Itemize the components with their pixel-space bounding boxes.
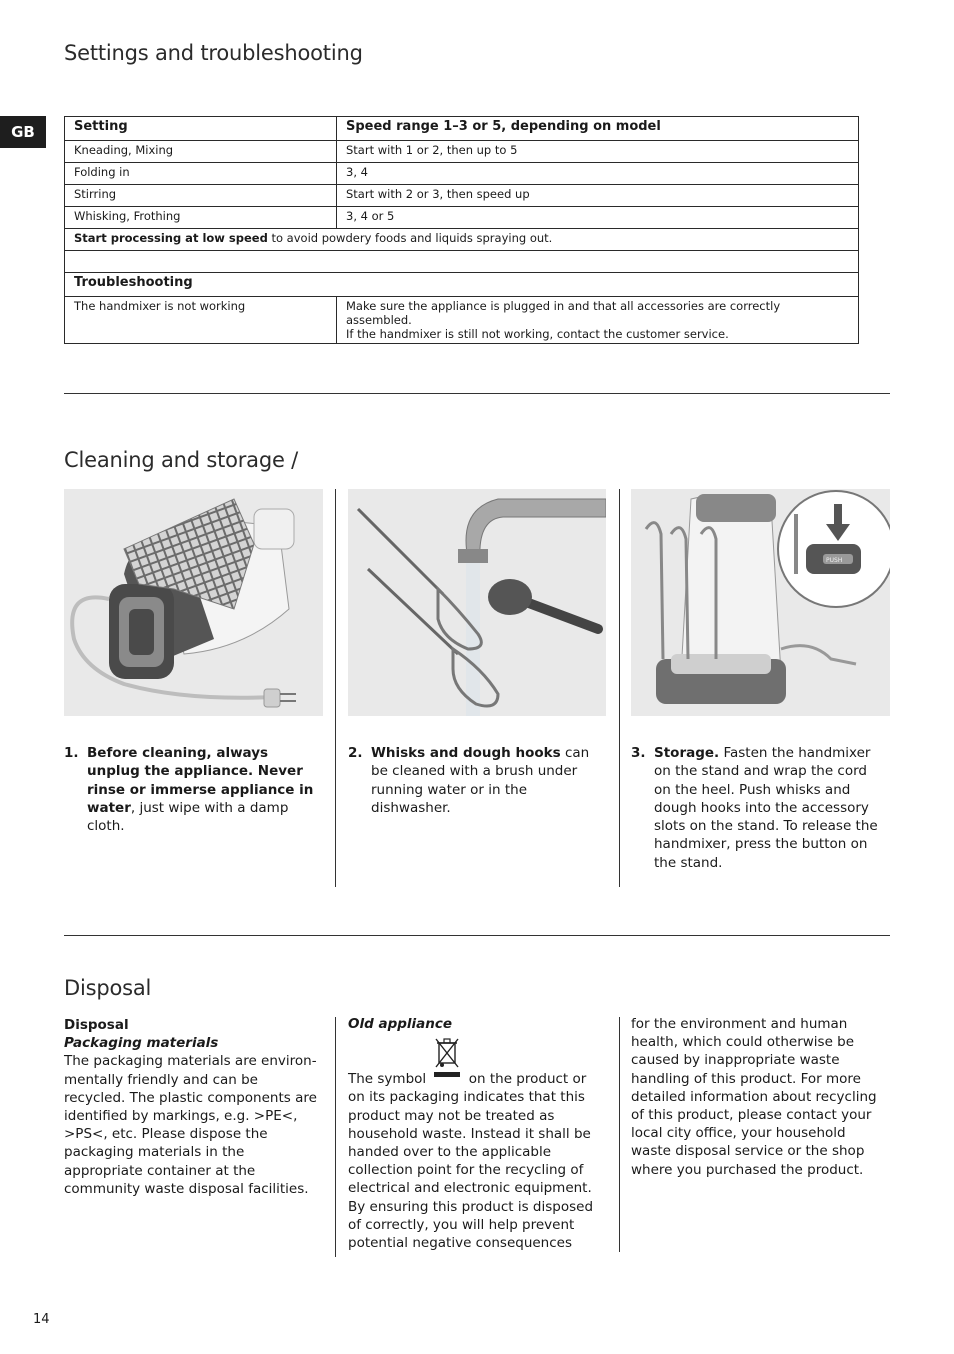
step-number: 2. — [348, 745, 363, 761]
setting-name: Whisking, Frothing — [65, 207, 337, 229]
illustration-whisks-tap — [348, 489, 606, 716]
column-divider — [335, 489, 336, 887]
step-bold: Storage. — [654, 745, 720, 761]
troubleshooting-solution — [337, 297, 859, 344]
settings-note — [65, 229, 859, 251]
step-text: , just wipe with a damp cloth. — [87, 799, 289, 835]
table-row — [65, 163, 859, 185]
disposal-heading: Disposal — [64, 1017, 129, 1033]
setting-name: Stirring — [65, 185, 337, 207]
column-divider — [619, 1017, 620, 1252]
solution-line-1: Make sure the appliance is plugged in and that all accessories are correctly assembled. — [346, 299, 781, 327]
step-bold: Before cleaning, always unplug the appliance. Never rinse or immerse appliance in water — [87, 745, 314, 816]
wheelie-bin-icon — [430, 1069, 464, 1083]
settings-note-row — [65, 229, 859, 251]
settings-header-row — [65, 117, 859, 141]
settings-table — [64, 116, 859, 344]
old-appliance-text — [348, 1069, 606, 1252]
spacer-cell — [65, 251, 859, 273]
setting-name: Kneading, Mixing — [65, 141, 337, 163]
disposal-column-3 — [631, 1015, 889, 1179]
cloth-mixer-drawing — [64, 489, 323, 716]
setting-speed: Start with 2 or 3, then speed up — [337, 185, 859, 207]
symbol-prefix: The symbol — [348, 1071, 427, 1088]
illustration-wipe-cloth — [64, 489, 323, 716]
setting-speed: 3, 4 — [337, 163, 859, 185]
packaging-subheading: Packaging materials — [64, 1035, 219, 1052]
cleaning-step-2 — [348, 744, 604, 817]
cleaning-step-1 — [64, 744, 320, 835]
column-divider — [619, 489, 620, 887]
step-text: Fasten the handmixer on the stand and wrap the cord on the heel. Push whisks and dough hooks into the accessory slots on the stand. To release the handmixer, press the button on the stand. — [654, 745, 878, 871]
section-divider — [64, 393, 890, 394]
settings-note-bold: Start processing at low speed — [74, 231, 268, 245]
whisks-tap-drawing — [348, 489, 606, 716]
language-tab: GB — [0, 116, 46, 148]
disposal-title: Disposal — [64, 976, 152, 1000]
table-row — [65, 207, 859, 229]
setting-name: Folding in — [65, 163, 337, 185]
storage-stand-drawing — [631, 489, 890, 716]
settings-note-rest: to avoid powdery foods and liquids spraying out. — [267, 231, 553, 245]
column-divider — [335, 1017, 336, 1257]
illustration-storage-stand — [631, 489, 890, 716]
packaging-text: The packaging materials are environ-mentally friendly and can be recycled. The plastic components are identified by markings, e.g. >PE<, >PS<, etc. Please dispose the packaging materials in the appropriate container at the community waste disposal facilities. — [64, 1053, 317, 1197]
settings-header-speed: Speed range 1–3 or 5, depending on model — [337, 117, 859, 141]
settings-header-setting: Setting — [65, 117, 337, 141]
old-appliance-subheading: Old appliance — [348, 1016, 453, 1032]
setting-speed: 3, 4 or 5 — [337, 207, 859, 229]
troubleshooting-header-row — [65, 273, 859, 297]
push-label: PUSH — [826, 557, 843, 564]
table-row — [65, 185, 859, 207]
disposal-continued-text: for the environment and human health, which could otherwise be caused by inappropriate waste handling of this product. For more detailed information about recycling of this product, please contact your local city office, your household waste disposal service or the shop where you purchased the product. — [631, 1016, 877, 1178]
step-bold: Whisks and dough hooks — [371, 745, 561, 761]
table-row — [65, 141, 859, 163]
troubleshooting-problem: The handmixer is not working — [65, 297, 337, 344]
disposal-column-2 — [348, 1015, 606, 1252]
solution-line-2: If the handmixer is still not working, contact the customer service. — [346, 327, 729, 341]
step-text: can be cleaned with a brush under running water or in the dishwasher. — [371, 745, 590, 816]
setting-speed: Start with 1 or 2, then up to 5 — [337, 141, 859, 163]
cleaning-title: Cleaning and storage / — [64, 448, 299, 472]
step-number: 1. — [64, 745, 79, 761]
step-number: 3. — [631, 745, 646, 761]
section-divider — [64, 935, 890, 936]
cleaning-step-3 — [631, 744, 887, 872]
symbol-text: on the product or on its packaging indicates that this product may not be treated as household waste. Instead it shall be handed over to the applicable collection point for the recycling of electrical and electronic equipment. By ensuring this product is disposed of correctly, you will help prevent potential negative consequences — [348, 1071, 594, 1252]
page-number: 14 — [33, 1312, 50, 1327]
table-row — [65, 297, 859, 344]
disposal-column-1 — [64, 1016, 322, 1198]
troubleshooting-header: Troubleshooting — [65, 273, 859, 297]
settings-title: Settings and troubleshooting — [64, 41, 363, 65]
spacer-row — [65, 251, 859, 273]
